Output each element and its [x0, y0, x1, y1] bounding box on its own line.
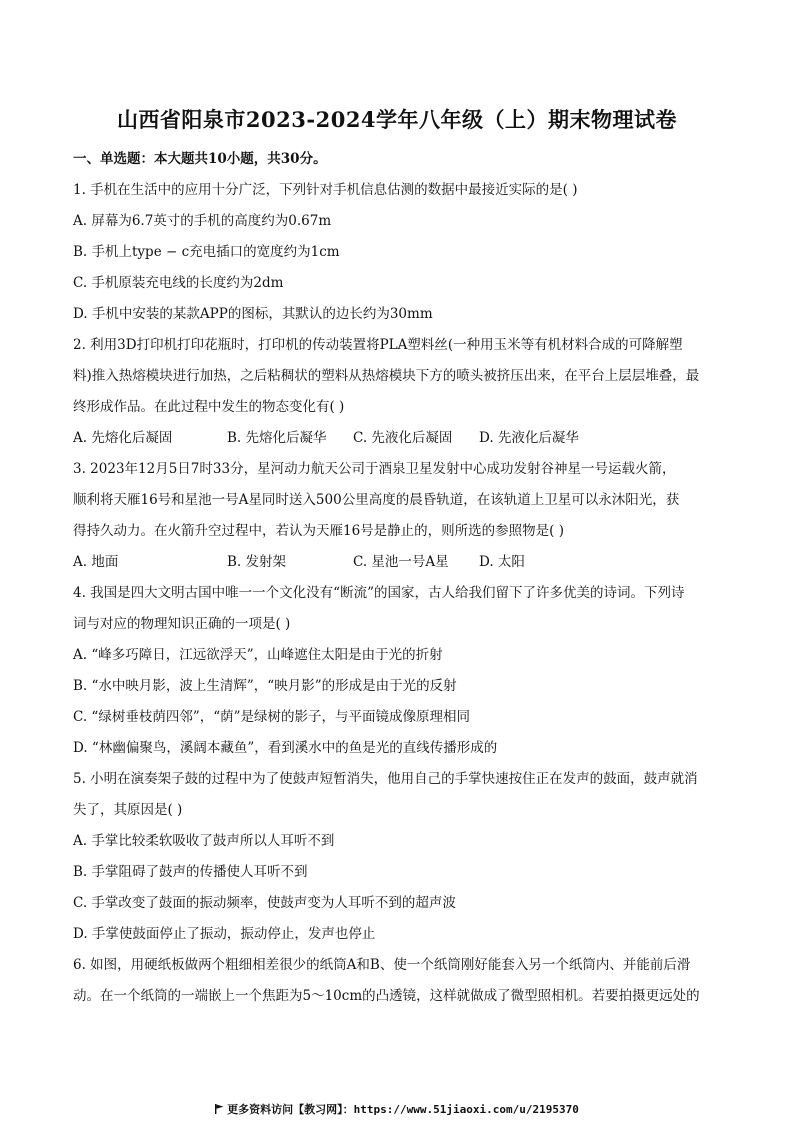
question-5-option-b: B. 手掌阻碍了鼓声的传播使人耳听不到	[73, 864, 308, 880]
footer	[0, 1101, 794, 1117]
question-2-stem-line-1: 2. 利用3D打印机打印花瓶时，打印机的传动装置将PLA塑料丝(一种用玉米等有机材料合成的可降解塑	[73, 337, 683, 353]
question-5-stem-line-2: 失了，其原因是( )	[73, 802, 183, 818]
question-5-option-d: D. 手掌使鼓面停止了振动，振动停止，发声也停止	[73, 926, 376, 942]
question-5-stem-line-1: 5. 小明在演奏架子鼓的过程中为了使鼓声短暂消失，他用自己的手掌快速按住正在发声的鼓面，鼓声就消	[73, 771, 698, 787]
question-2-stem-line-3: 终形成作品。在此过程中发生的物态变化有( )	[73, 399, 345, 415]
question-3-stem-line-3: 得持久动力。在火箭升空过程中，若认为天雁16号是静止的，则所选的参照物是( )	[73, 523, 565, 539]
question-2-option-b: B. 先熔化后凝华	[227, 430, 327, 446]
question-1-option-b: B. 手机上type − c充电插口的宽度约为1cm	[73, 244, 340, 260]
question-1-stem: 1. 手机在生活中的应用十分广泛，下列针对手机信息估测的数据中最接近实际的是( )	[73, 182, 578, 198]
question-3-stem-line-2: 顺利将天雁16号和星池一号A星同时送入500公里高度的晨昏轨道，在该轨道上卫星可以永沐阳光，获	[73, 492, 680, 508]
section-heading: 一、单选题：本大题共10小题，共30分。	[73, 151, 327, 167]
question-6-stem-line-1: 6. 如图，用硬纸板做两个粗细相差很少的纸筒A和B、使一个纸筒刚好能套入另一个纸筒内、并能前后滑	[73, 957, 691, 973]
question-5-option-a: A. 手掌比较柔软吸收了鼓声所以人耳听不到	[73, 833, 335, 849]
question-5-option-c: C. 手掌改变了鼓面的振动频率，使鼓声变为人耳听不到的超声波	[73, 895, 456, 911]
question-2-option-d: D. 先液化后凝华	[479, 430, 579, 446]
question-3-stem-line-1: 3. 2023年12月5日7时33分，星河动力航天公司于酒泉卫星发射中心成功发射谷神星一号运载火箭，	[73, 461, 676, 477]
question-3-option-d: D. 太阳	[479, 554, 525, 570]
question-2-option-c: C. 先液化后凝固	[353, 430, 453, 446]
question-3-option-a: A. 地面	[73, 554, 119, 570]
question-2-option-a: A. 先熔化后凝固	[73, 430, 173, 446]
question-4-option-d: D. “林幽偏聚鸟，溪阔本藏鱼”，看到溪水中的鱼是光的直线传播形成的	[73, 740, 498, 756]
page-title: 山西省阳泉市2023-2024学年八年级（上）期末物理试卷	[116, 107, 678, 132]
flag-icon	[215, 1104, 224, 1114]
question-3-option-c: C. 星池一号A星	[353, 554, 449, 570]
question-2-options	[73, 426, 579, 446]
question-1-option-a: A. 屏幕为6.7英寸的手机的高度约为0.67m	[73, 213, 332, 229]
question-4-option-c: C. “绿树垂枝荫四邻”，“荫”是绿树的影子，与平面镜成像原理相同	[73, 709, 471, 725]
question-4-stem-line-1: 4. 我国是四大文明古国中唯一一个文化没有“断流”的国家，古人给我们留下了许多优美的诗词。下列诗	[73, 585, 685, 601]
question-1-option-c: C. 手机原装充电线的长度约为2dm	[73, 275, 284, 291]
question-3-options	[73, 550, 525, 570]
question-4-stem-line-2: 词与对应的物理知识正确的一项是( )	[73, 616, 291, 632]
footer-link[interactable]: 更多资料访问【教习网】：https://www.51jiaoxi.com/u/2195370	[227, 1103, 579, 1116]
question-1-option-d: D. 手机中安装的某款APP的图标，其默认的边长约为30mm	[73, 306, 433, 322]
question-4-option-a: A. “峰多巧障日，江远欲浮天”，山峰遮住太阳是由于光的折射	[73, 647, 443, 663]
question-6-stem-line-2: 动。在一个纸筒的一端嵌上一个焦距为5～10cm的凸透镜，这样就做成了微型照相机。若要拍摄更远处的	[73, 988, 700, 1004]
question-2-stem-line-2: 料)推入热熔模块进行加热，之后粘稠状的塑料从热熔模块下方的喷头被挤压出来，在平台上层层堆叠，最	[73, 368, 700, 384]
question-4-option-b: B. “水中映月影，波上生清辉”，“映月影”的形成是由于光的反射	[73, 678, 457, 694]
question-3-option-b: B. 发射架	[227, 554, 287, 570]
